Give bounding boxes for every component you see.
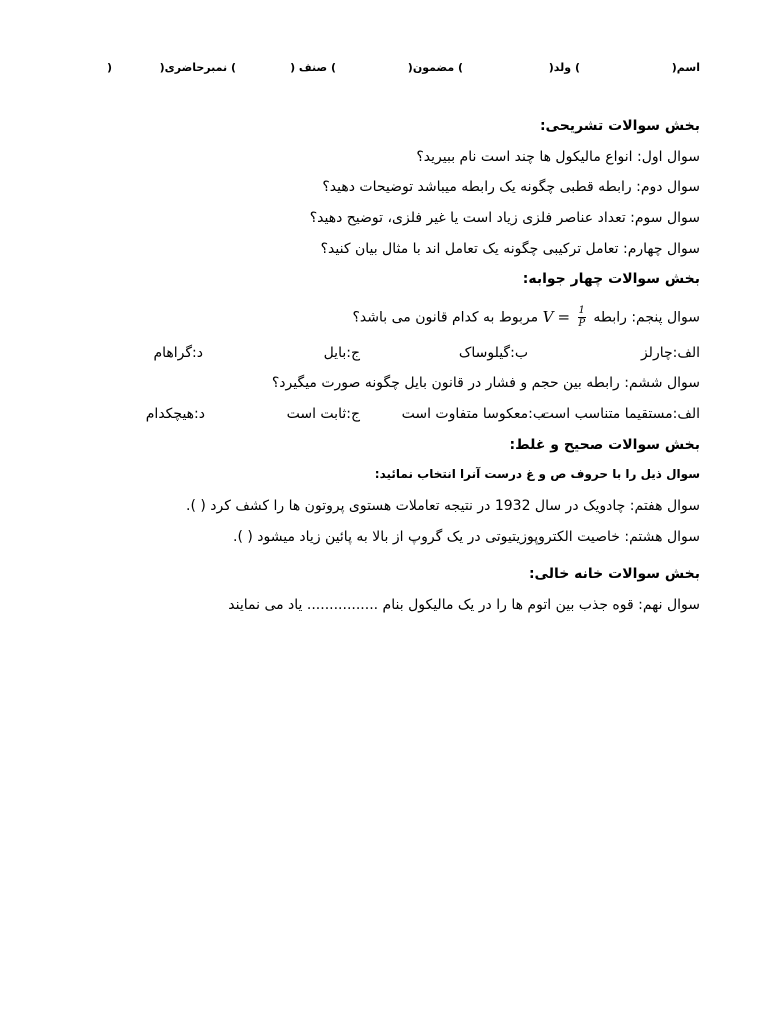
true-false-section-heading: بخش سوالات صحیح و غلط:	[509, 437, 700, 453]
equation-equals-sign: =	[557, 308, 571, 326]
fraction-numerator: 1	[578, 305, 585, 316]
equation-v-equals	[543, 310, 570, 325]
question-1: سوال اول: انواع مالیکول ها چند است نام ببیرید؟	[416, 149, 700, 165]
true-false-instruction: سوال ذیل را با حروف ص و غ درست آنرا انتخاب نمائید:	[374, 467, 700, 481]
q6-option-b: ب:معکوسا متفاوت است	[401, 406, 546, 422]
question-5-prefix: سوال پنجم: رابطه	[593, 309, 700, 326]
question-4: سوال چهارم: تعامل ترکیبی چگونه یک تعامل اند با مثال بیان کنید؟	[320, 241, 700, 257]
q5-option-b: ب:گیلوساک	[458, 345, 528, 361]
question-5	[352, 306, 700, 329]
multiple-choice-section-heading: بخش سوالات چهار جوابه:	[522, 271, 700, 287]
class-label: ) صنف (	[290, 61, 336, 74]
q5-option-d: د:گراهام	[153, 345, 203, 361]
question-8: سوال هشتم: خاصیت الکتروپوزیتیوتی در یک گروپ از بالا به پائین زیاد میشود ( ).	[233, 529, 700, 545]
subject-label: ) مضمون(	[407, 61, 463, 74]
q6-option-d: د:هیچکدام	[145, 406, 205, 422]
q5-option-c: ج:بایل	[323, 345, 360, 361]
question-7: سوال هفتم: چادویک در سال 1932 در نتیجه تعاملات هستوی پروتون ها را کشف کرد ( ).	[186, 498, 700, 514]
fraction-denominator: P	[578, 318, 586, 329]
attendance-number-label: ) نمبرحاضری(	[159, 61, 236, 74]
descriptive-section-heading: بخش سوالات تشریحی:	[539, 118, 700, 134]
question-2: سوال دوم: رابطه قطبی چگونه یک رابطه میباشد توضیحات دهید؟	[322, 179, 700, 195]
equation-variable-v: V	[542, 308, 554, 326]
question-5-suffix: مربوط به کدام قانون می باشد؟	[352, 309, 539, 326]
fraction-one-over-p	[578, 306, 586, 329]
name-label: اسم(	[671, 61, 700, 74]
father-name-label: ) ولد(	[548, 61, 580, 74]
question-3: سوال سوم: تعداد عناصر فلزی زیاد است یا غیر فلزی، توضیح دهید؟	[309, 210, 700, 226]
fill-blank-section-heading: بخش سوالات خانه خالی:	[528, 566, 700, 582]
question-6: سوال ششم: رابطه بین حجم و فشار در قانون بایل چگونه صورت میگیرد؟	[271, 375, 700, 391]
question-9: سوال نهم: قوه جذب بین اتوم ها را در یک مالیکول بنام ................ یاد می نمایند	[228, 597, 700, 613]
closing-paren: )	[107, 61, 113, 74]
q5-option-a: الف:چارلز	[640, 345, 700, 361]
q6-option-c: ج:ثابت است	[286, 406, 360, 422]
q6-option-a: الف:مستقیما متناسب است	[540, 406, 700, 422]
